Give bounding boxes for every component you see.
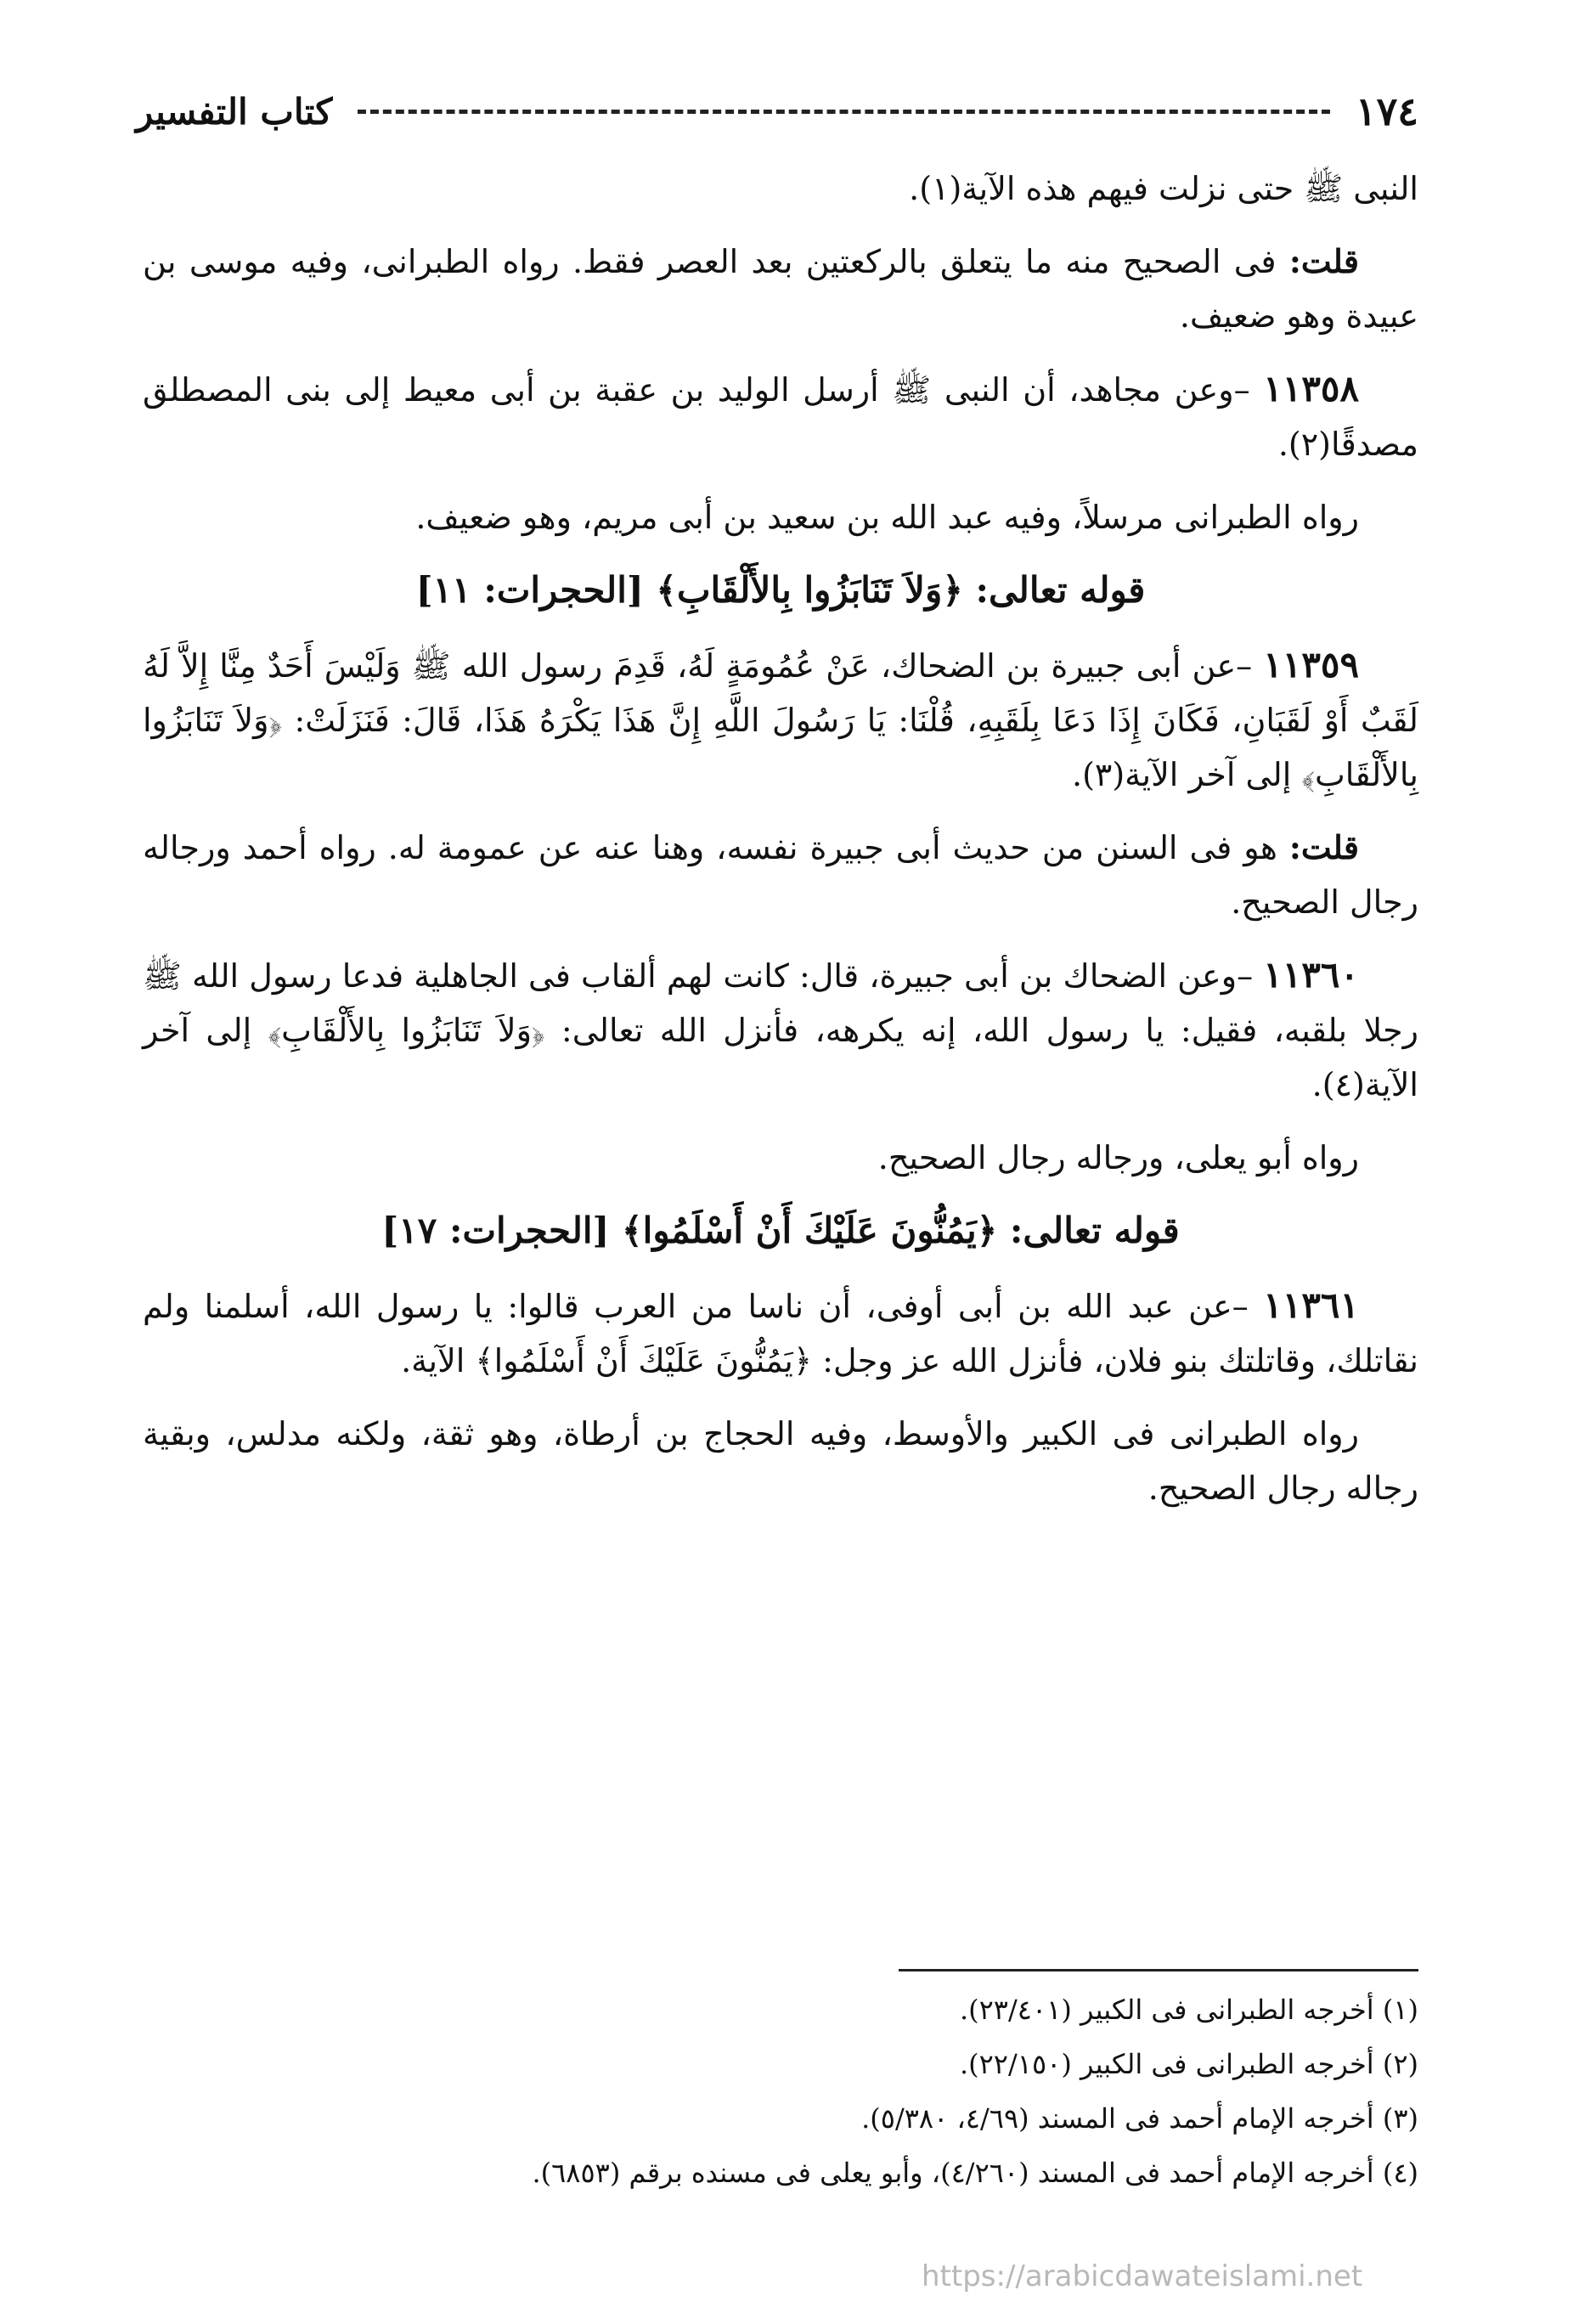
paragraph-text: فى الصحيح منه ما يتعلق بالركعتين بعد العصر فقط. رواه الطبرانى، وفيه موسى بن عبيدة وهو ضعيف. <box>143 243 1418 335</box>
hadith-11360 <box>143 948 1418 1112</box>
footnote-1: (١) أخرجه الطبرانى فى الكبير (٢٣/٤٠١). <box>959 1994 1418 2026</box>
footnote-divider <box>899 1969 1418 1971</box>
watermark-url: https://arabicdawateislami.net <box>922 2259 1363 2293</box>
paragraph-text: –عن عبد الله بن أبى أوفى، أن ناسا من العرب قالوا: يا رسول الله، أسلمنا ولم نقاتلك، وقاتلتك بنو فلان، فأنزل الله عز وجل: ﴿يَمُنُّونَ عَلَيْكَ أَنْ أَسْلَمُوا﴾ الآية. <box>143 1288 1418 1379</box>
book-title: كتاب التفسير <box>136 90 333 133</box>
footnote-2: (٢) أخرجه الطبرانى فى الكبير (٢٢/١٥٠). <box>959 2048 1418 2080</box>
footnotes <box>143 1984 1418 2202</box>
hadith-number: ١١٣٥٩ <box>1263 644 1359 685</box>
footnote-4: (٤) أخرجه الإمام أحمد فى المسند (٤/٢٦٠)، وأبو يعلى فى مسنده برقم (٦٨٥٣). <box>532 2157 1418 2189</box>
comment-lead: قلت: <box>1288 828 1359 866</box>
section-heading-1: قوله تعالى: ﴿وَلاَ تَنَابَزُوا بِالأَلْقَابِ﴾ [الحجرات: ١١] <box>415 569 1146 611</box>
hadith-number: ١١٣٥٨ <box>1263 368 1359 409</box>
hadith-11361 <box>143 1278 1418 1388</box>
paragraph-text: هو فى السنن من حديث أبى جبيرة نفسه، وهنا عنه عن عمومة له. رواه أحمد ورجاله رجال الصحيح. <box>143 829 1418 921</box>
running-header <box>136 82 1418 141</box>
hadith-number: ١١٣٦١ <box>1263 1284 1359 1326</box>
footnote-3: (٣) أخرجه الإمام أحمد فى المسند (٤/٦٩، ٥/٣٨٠). <box>861 2102 1418 2135</box>
paragraph-text: رواه الطبرانى مرسلاً، وفيه عبد الله بن سعيد بن أبى مريم، وهو ضعيف. <box>415 499 1359 536</box>
paragraph-narration <box>143 1131 1418 1185</box>
section-heading-2: قوله تعالى: ﴿يَمُنُّونَ عَلَيْكَ أَنْ أَسْلَمُوا﴾ [الحجرات: ١٧] <box>381 1210 1180 1251</box>
paragraph-text: رواه الطبرانى فى الكبير والأوسط، وفيه الحجاج بن أرطاة، وهو ثقة، ولكنه مدلس، وبقية رجاله رجال الصحيح. <box>143 1415 1418 1507</box>
main-text <box>143 161 1418 1534</box>
paragraph-text: –وعن الضحاك بن أبى جبيرة، قال: كانت لهم ألقاب فى الجاهلية فدعا رسول الله ﷺ رجلا بلقبه، فقيل: يا رسول الله، إنه يكرهه، فأنزل الله تعالى: ﴿وَلاَ تَنَابَزُوا بِالأَلْقَابِ﴾ إلى آخر الآية(٤). <box>143 957 1419 1103</box>
paragraph-narration <box>143 490 1418 544</box>
hadith-11359 <box>143 638 1418 802</box>
paragraph-text: –عن أبى جبيرة بن الضحاك، عَنْ عُمُومَةٍ لَهُ، قَدِمَ رسول الله ﷺ وَلَيْسَ أَحَدٌ مِنَّا إِلاَّ لَهُ لَقَبٌ أَوْ لَقَبَانِ، فَكَانَ إِذَا دَعَا بِلَقَبِهِ، قُلْنَا: يَا رَسُولَ اللَّهِ إِنَّ هَذَا يَكْرَهُ هَذَا، قَالَ: فَنَزَلَتْ: ﴿وَلاَ تَنَابَزُوا بِالأَلْقَابِ﴾ إلى آخر الآية(٣). <box>143 647 1418 793</box>
paragraph-text: رواه أبو يعلى، ورجاله رجال الصحيح. <box>877 1139 1359 1176</box>
page-number: ١٧٤ <box>1355 88 1418 134</box>
hadith-11358 <box>143 362 1418 471</box>
paragraph-narration <box>143 1407 1418 1515</box>
paragraph-text: –وعن مجاهد، أن النبى ﷺ أرسل الوليد بن عقبة بن أبى معيط إلى بنى المصطلق مصدقًا(٢). <box>143 371 1418 463</box>
paragraph-text: النبى ﷺ حتى نزلت فيهم هذه الآية(١). <box>909 170 1418 207</box>
hadith-number: ١١٣٦٠ <box>1263 954 1359 996</box>
comment-lead: قلت: <box>1288 242 1359 280</box>
paragraph-comment <box>143 234 1418 343</box>
paragraph-comment <box>143 821 1418 929</box>
header-dashed-rule <box>358 110 1330 114</box>
paragraph-continuation <box>143 161 1418 216</box>
